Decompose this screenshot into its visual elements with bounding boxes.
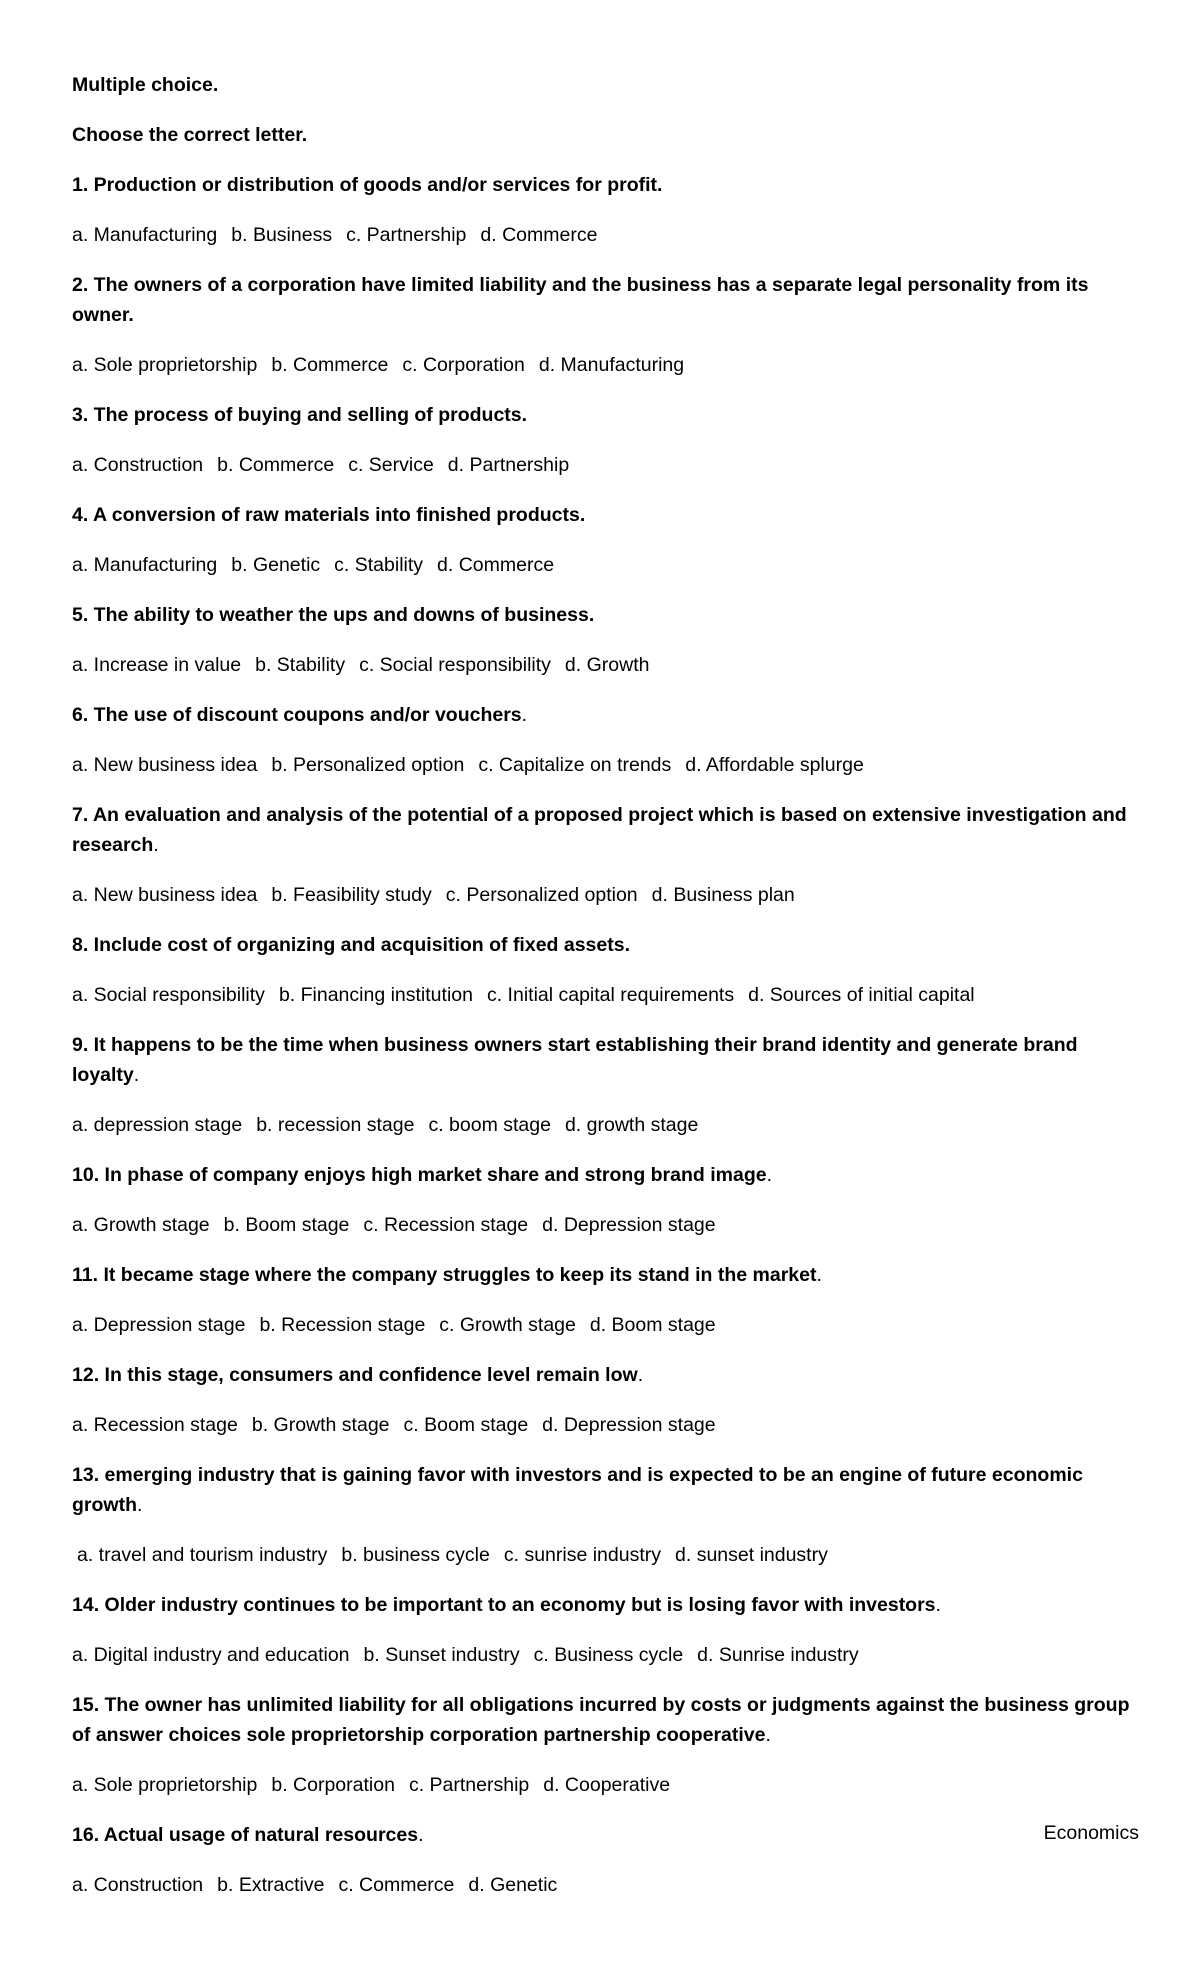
answer-choice: c. Personalized option xyxy=(445,884,638,906)
answer-choice: d. Cooperative xyxy=(543,1774,671,1796)
answer-choice: d. Partnership xyxy=(447,454,570,476)
answer-choice: c. Capitalize on trends xyxy=(478,754,672,776)
answer-choice: b. Corporation xyxy=(271,1774,395,1796)
answer-choice: b. Business xyxy=(231,224,333,246)
question-text: 2. The owners of a corporation have limited liability and the business has a separate legal personality from its owner. xyxy=(72,274,1089,326)
answer-choice: c. boom stage xyxy=(428,1114,551,1136)
answer-choice: a. Digital industry and education xyxy=(72,1644,350,1666)
answer-choice: b. Growth stage xyxy=(251,1414,390,1436)
answer-choice: a. Increase in value xyxy=(72,654,242,676)
question-trailing-punctuation: . xyxy=(766,1164,773,1186)
question-text: 4. A conversion of raw materials into finished products. xyxy=(72,504,586,526)
question-text: 14. Older industry continues to be important to an economy but is losing favor with investors xyxy=(72,1594,936,1616)
answer-choice: a. travel and tourism industry xyxy=(77,1544,328,1566)
answer-choice: d. Commerce xyxy=(480,224,598,246)
question-item xyxy=(72,1360,1132,1390)
answer-choice: d. sunset industry xyxy=(675,1544,828,1566)
answer-choice: c. sunrise industry xyxy=(503,1544,662,1566)
answer-choice: d. growth stage xyxy=(564,1114,699,1136)
question-item xyxy=(72,1160,1132,1190)
question-text: 9. It happens to be the time when business owners start establishing their brand identity and generate brand loyalty xyxy=(72,1034,1078,1086)
question-text: 7. An evaluation and analysis of the potential of a proposed project which is based on extensive investigation and research xyxy=(72,804,1127,856)
answer-choice: d. Depression stage xyxy=(542,1414,716,1436)
answer-choice: d. Affordable splurge xyxy=(685,754,864,776)
answer-choice: c. Social responsibility xyxy=(359,654,551,676)
answer-choice: a. Social responsibility xyxy=(72,984,265,1006)
question-text: 13. emerging industry that is gaining favor with investors and is expected to be an engine of future economic growth xyxy=(72,1464,1083,1516)
answer-choice: a. Sole proprietorship xyxy=(72,1774,258,1796)
question-text: 8. Include cost of organizing and acquisition of fixed assets. xyxy=(72,934,631,956)
answer-choice: b. Recession stage xyxy=(259,1314,426,1336)
answer-choice: a. Depression stage xyxy=(72,1314,246,1336)
answer-choice: a. Growth stage xyxy=(72,1214,210,1236)
answer-choices xyxy=(72,750,1132,780)
answer-choice: a. Manufacturing xyxy=(72,224,218,246)
question-item xyxy=(72,800,1132,860)
answer-choice: a. Sole proprietorship xyxy=(72,354,258,376)
question-item xyxy=(72,400,1132,430)
answer-choice: b. Commerce xyxy=(217,454,335,476)
answer-choice: c. Business cycle xyxy=(533,1644,684,1666)
answer-choices xyxy=(72,1110,1132,1140)
question-trailing-punctuation: . xyxy=(153,834,159,856)
answer-choice: c. Partnership xyxy=(408,1774,530,1796)
question-text: 12. In this stage, consumers and confidence level remain low xyxy=(72,1364,638,1386)
answer-choice: b. Boom stage xyxy=(223,1214,350,1236)
answer-choices xyxy=(72,980,1132,1010)
question-item xyxy=(72,1460,1132,1520)
answer-choice: b. business cycle xyxy=(341,1544,490,1566)
answer-choice: c. Service xyxy=(348,454,434,476)
question-item xyxy=(72,170,1132,200)
answer-choice: c. Recession stage xyxy=(363,1214,529,1236)
question-item xyxy=(72,1690,1132,1750)
answer-choice: c. Partnership xyxy=(346,224,467,246)
question-item xyxy=(72,500,1132,530)
answer-choices xyxy=(72,1210,1132,1240)
answer-choice: b. Commerce xyxy=(271,354,389,376)
answer-choice: d. Depression stage xyxy=(542,1214,716,1236)
answer-choice: b. Financing institution xyxy=(278,984,473,1006)
answer-choices xyxy=(72,650,1132,680)
answer-choice: c. Boom stage xyxy=(403,1414,529,1436)
answer-choice: a. Manufacturing xyxy=(72,554,218,576)
question-trailing-punctuation: . xyxy=(521,704,528,726)
answer-choice: a. Construction xyxy=(72,1874,204,1896)
answer-choice: b. Personalized option xyxy=(271,754,465,776)
answer-choices xyxy=(72,1310,1132,1340)
answer-choice: d. Manufacturing xyxy=(538,354,685,376)
answer-choices xyxy=(72,350,1132,380)
question-item xyxy=(72,1590,1132,1620)
worksheet-instruction: Choose the correct letter. xyxy=(72,124,308,146)
answer-choice: c. Growth stage xyxy=(439,1314,576,1336)
answer-choice: b. Extractive xyxy=(217,1874,325,1896)
answer-choice: d. Sources of initial capital xyxy=(748,984,975,1006)
question-trailing-punctuation: . xyxy=(935,1594,941,1616)
answer-choices xyxy=(72,1770,1132,1800)
answer-choice: c. Commerce xyxy=(338,1874,455,1896)
question-text: 5. The ability to weather the ups and downs of business. xyxy=(72,604,595,626)
answer-choice: d. Business plan xyxy=(651,884,795,906)
question-item xyxy=(72,1030,1132,1090)
answer-choices xyxy=(72,880,1132,910)
answer-choice: c. Corporation xyxy=(402,354,525,376)
question-text: 10. In phase of company enjoys high market share and strong brand image xyxy=(72,1164,767,1186)
question-trailing-punctuation: . xyxy=(136,1494,143,1516)
question-list xyxy=(72,170,1132,1900)
question-text: 3. The process of buying and selling of products. xyxy=(72,404,528,426)
question-trailing-punctuation: . xyxy=(816,1264,822,1286)
answer-choice: c. Initial capital requirements xyxy=(486,984,735,1006)
question-trailing-punctuation: . xyxy=(133,1064,140,1086)
worksheet xyxy=(72,70,1132,1920)
answer-choice: b. recession stage xyxy=(256,1114,415,1136)
answer-choice: b. Sunset industry xyxy=(363,1644,520,1666)
question-trailing-punctuation: . xyxy=(418,1824,424,1846)
answer-choice: a. New business idea xyxy=(72,754,258,776)
answer-choices xyxy=(72,220,1132,250)
answer-choice: a. Recession stage xyxy=(72,1414,238,1436)
answer-choices xyxy=(72,550,1132,580)
answer-choice: a. Construction xyxy=(72,454,204,476)
question-text: 16. Actual usage of natural resources xyxy=(72,1824,419,1846)
question-text: 11. It became stage where the company struggles to keep its stand in the market xyxy=(72,1264,817,1286)
question-item xyxy=(72,930,1132,960)
answer-choice: b. Genetic xyxy=(231,554,321,576)
question-item xyxy=(72,1820,1132,1850)
question-trailing-punctuation: . xyxy=(637,1364,644,1386)
answer-choices xyxy=(72,1640,1132,1670)
answer-choice: d. Sunrise industry xyxy=(697,1644,859,1666)
answer-choice: d. Growth xyxy=(564,654,650,676)
question-trailing-punctuation: . xyxy=(765,1724,771,1746)
worksheet-title: Multiple choice. xyxy=(72,74,219,96)
question-text: 6. The use of discount coupons and/or vouchers xyxy=(72,704,522,726)
answer-choice: d. Genetic xyxy=(468,1874,558,1896)
answer-choice: b. Feasibility study xyxy=(271,884,432,906)
answer-choice: c. Stability xyxy=(334,554,424,576)
answer-choices xyxy=(72,1410,1132,1440)
answer-choice: a. depression stage xyxy=(72,1114,243,1136)
question-item xyxy=(72,600,1132,630)
answer-choice: a. New business idea xyxy=(72,884,258,906)
answer-choices xyxy=(72,450,1132,480)
question-text: 15. The owner has unlimited liability for all obligations incurred by costs or judgments against the business group of answer choices sole proprietorship corporation partnership cooperative xyxy=(72,1694,1130,1746)
question-item xyxy=(72,270,1132,330)
question-text: 1. Production or distribution of goods and/or services for profit. xyxy=(72,174,663,196)
footer-subject: Economics xyxy=(1043,1822,1139,1844)
answer-choice: b. Stability xyxy=(255,654,346,676)
question-item xyxy=(72,700,1132,730)
answer-choices xyxy=(72,1870,1132,1900)
question-item xyxy=(72,1260,1132,1290)
answer-choice: d. Commerce xyxy=(437,554,555,576)
answer-choices xyxy=(72,1540,1132,1570)
answer-choice: d. Boom stage xyxy=(589,1314,716,1336)
